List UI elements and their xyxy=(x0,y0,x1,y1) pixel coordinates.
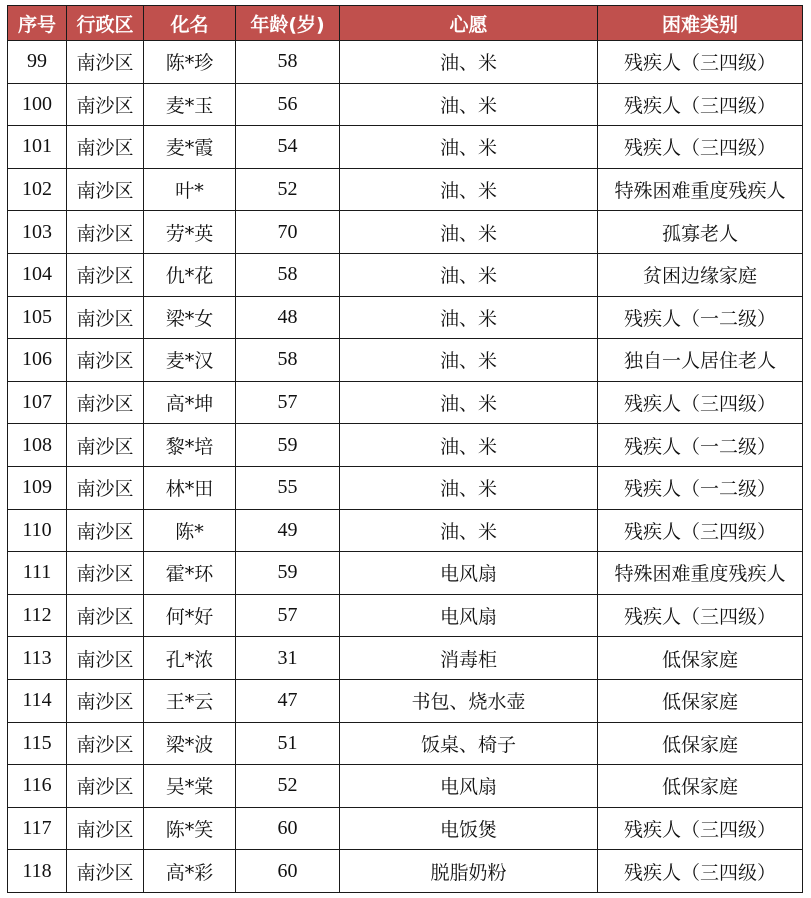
table-row xyxy=(8,850,803,893)
table-row xyxy=(8,594,803,637)
cell-alias: 陈* xyxy=(144,509,236,552)
cell-index: 104 xyxy=(8,253,67,296)
cell-alias: 吴*棠 xyxy=(144,765,236,808)
cell-age: 49 xyxy=(236,509,340,552)
table-row xyxy=(8,381,803,424)
cell-index: 117 xyxy=(8,807,67,850)
cell-alias: 陈*笑 xyxy=(144,807,236,850)
cell-index: 102 xyxy=(8,168,67,211)
table-row xyxy=(8,253,803,296)
cell-index: 108 xyxy=(8,424,67,467)
cell-category: 残疾人（三四级） xyxy=(598,126,803,169)
cell-wish: 油、米 xyxy=(340,211,598,254)
cell-alias: 霍*环 xyxy=(144,552,236,595)
cell-index: 113 xyxy=(8,637,67,680)
cell-wish: 电风扇 xyxy=(340,552,598,595)
cell-category: 残疾人（三四级） xyxy=(598,509,803,552)
cell-category: 低保家庭 xyxy=(598,722,803,765)
cell-category: 低保家庭 xyxy=(598,765,803,808)
table-body xyxy=(8,41,803,893)
cell-district: 南沙区 xyxy=(67,594,144,637)
table-row xyxy=(8,339,803,382)
cell-age: 48 xyxy=(236,296,340,339)
cell-wish: 消毒柜 xyxy=(340,637,598,680)
table-row xyxy=(8,466,803,509)
cell-category: 残疾人（三四级） xyxy=(598,850,803,893)
cell-alias: 陈*珍 xyxy=(144,41,236,84)
cell-district: 南沙区 xyxy=(67,679,144,722)
cell-age: 52 xyxy=(236,168,340,211)
table-row xyxy=(8,637,803,680)
table-row xyxy=(8,41,803,84)
cell-category: 贫困边缘家庭 xyxy=(598,253,803,296)
cell-alias: 梁*波 xyxy=(144,722,236,765)
cell-age: 31 xyxy=(236,637,340,680)
cell-district: 南沙区 xyxy=(67,807,144,850)
cell-index: 100 xyxy=(8,83,67,126)
cell-age: 59 xyxy=(236,424,340,467)
header-category: 困难类别 xyxy=(598,6,803,41)
cell-alias: 麦*玉 xyxy=(144,83,236,126)
table-row xyxy=(8,509,803,552)
cell-wish: 饭桌、椅子 xyxy=(340,722,598,765)
cell-index: 114 xyxy=(8,679,67,722)
cell-index: 105 xyxy=(8,296,67,339)
cell-wish: 电风扇 xyxy=(340,594,598,637)
cell-age: 55 xyxy=(236,466,340,509)
cell-alias: 叶* xyxy=(144,168,236,211)
cell-category: 特殊困难重度残疾人 xyxy=(598,168,803,211)
cell-alias: 黎*培 xyxy=(144,424,236,467)
cell-index: 106 xyxy=(8,339,67,382)
header-district: 行政区 xyxy=(67,6,144,41)
cell-district: 南沙区 xyxy=(67,381,144,424)
cell-index: 111 xyxy=(8,552,67,595)
cell-age: 56 xyxy=(236,83,340,126)
cell-age: 51 xyxy=(236,722,340,765)
cell-alias: 高*坤 xyxy=(144,381,236,424)
cell-wish: 油、米 xyxy=(340,83,598,126)
table-row xyxy=(8,765,803,808)
table-row xyxy=(8,83,803,126)
cell-district: 南沙区 xyxy=(67,850,144,893)
cell-category: 残疾人（三四级） xyxy=(598,41,803,84)
cell-age: 47 xyxy=(236,679,340,722)
cell-age: 59 xyxy=(236,552,340,595)
table-row xyxy=(8,552,803,595)
cell-district: 南沙区 xyxy=(67,339,144,382)
cell-category: 残疾人（三四级） xyxy=(598,594,803,637)
cell-index: 116 xyxy=(8,765,67,808)
cell-age: 70 xyxy=(236,211,340,254)
cell-wish: 电饭煲 xyxy=(340,807,598,850)
cell-district: 南沙区 xyxy=(67,509,144,552)
cell-district: 南沙区 xyxy=(67,83,144,126)
cell-alias: 林*田 xyxy=(144,466,236,509)
cell-age: 60 xyxy=(236,807,340,850)
table-row xyxy=(8,424,803,467)
table-row xyxy=(8,807,803,850)
cell-wish: 油、米 xyxy=(340,339,598,382)
cell-category: 独自一人居住老人 xyxy=(598,339,803,382)
cell-district: 南沙区 xyxy=(67,296,144,339)
cell-district: 南沙区 xyxy=(67,722,144,765)
table-row xyxy=(8,168,803,211)
cell-district: 南沙区 xyxy=(67,253,144,296)
cell-district: 南沙区 xyxy=(67,41,144,84)
cell-category: 残疾人（一二级） xyxy=(598,466,803,509)
table-header xyxy=(8,6,803,41)
cell-index: 118 xyxy=(8,850,67,893)
cell-wish: 油、米 xyxy=(340,296,598,339)
cell-wish: 油、米 xyxy=(340,381,598,424)
table-row xyxy=(8,722,803,765)
cell-alias: 梁*女 xyxy=(144,296,236,339)
cell-index: 107 xyxy=(8,381,67,424)
cell-age: 60 xyxy=(236,850,340,893)
header-age: 年龄(岁) xyxy=(236,6,340,41)
header-row xyxy=(8,6,803,41)
cell-index: 115 xyxy=(8,722,67,765)
cell-category: 特殊困难重度残疾人 xyxy=(598,552,803,595)
cell-wish: 油、米 xyxy=(340,168,598,211)
cell-age: 52 xyxy=(236,765,340,808)
cell-alias: 何*好 xyxy=(144,594,236,637)
cell-index: 110 xyxy=(8,509,67,552)
cell-wish: 油、米 xyxy=(340,466,598,509)
table-row xyxy=(8,211,803,254)
cell-wish: 油、米 xyxy=(340,41,598,84)
cell-category: 残疾人（一二级） xyxy=(598,424,803,467)
cell-index: 99 xyxy=(8,41,67,84)
cell-category: 残疾人（一二级） xyxy=(598,296,803,339)
cell-index: 112 xyxy=(8,594,67,637)
wish-list-table xyxy=(7,5,803,893)
cell-index: 103 xyxy=(8,211,67,254)
cell-age: 57 xyxy=(236,381,340,424)
cell-wish: 电风扇 xyxy=(340,765,598,808)
cell-category: 残疾人（三四级） xyxy=(598,807,803,850)
cell-district: 南沙区 xyxy=(67,466,144,509)
cell-district: 南沙区 xyxy=(67,765,144,808)
cell-alias: 仇*花 xyxy=(144,253,236,296)
cell-category: 低保家庭 xyxy=(598,637,803,680)
cell-category: 低保家庭 xyxy=(598,679,803,722)
cell-age: 57 xyxy=(236,594,340,637)
cell-alias: 王*云 xyxy=(144,679,236,722)
table-row xyxy=(8,296,803,339)
cell-district: 南沙区 xyxy=(67,211,144,254)
cell-wish: 脱脂奶粉 xyxy=(340,850,598,893)
header-wish: 心愿 xyxy=(340,6,598,41)
cell-district: 南沙区 xyxy=(67,424,144,467)
cell-district: 南沙区 xyxy=(67,126,144,169)
cell-district: 南沙区 xyxy=(67,637,144,680)
cell-age: 58 xyxy=(236,41,340,84)
cell-category: 残疾人（三四级） xyxy=(598,381,803,424)
cell-index: 109 xyxy=(8,466,67,509)
cell-category: 孤寡老人 xyxy=(598,211,803,254)
cell-wish: 油、米 xyxy=(340,424,598,467)
cell-index: 101 xyxy=(8,126,67,169)
cell-wish: 油、米 xyxy=(340,509,598,552)
header-alias: 化名 xyxy=(144,6,236,41)
cell-alias: 麦*汉 xyxy=(144,339,236,382)
cell-alias: 麦*霞 xyxy=(144,126,236,169)
table-row xyxy=(8,679,803,722)
cell-age: 54 xyxy=(236,126,340,169)
header-index: 序号 xyxy=(8,6,67,41)
cell-category: 残疾人（三四级） xyxy=(598,83,803,126)
cell-age: 58 xyxy=(236,253,340,296)
cell-alias: 高*彩 xyxy=(144,850,236,893)
cell-wish: 油、米 xyxy=(340,126,598,169)
cell-alias: 劳*英 xyxy=(144,211,236,254)
cell-district: 南沙区 xyxy=(67,168,144,211)
cell-alias: 孔*浓 xyxy=(144,637,236,680)
cell-district: 南沙区 xyxy=(67,552,144,595)
table-row xyxy=(8,126,803,169)
cell-age: 58 xyxy=(236,339,340,382)
cell-wish: 书包、烧水壶 xyxy=(340,679,598,722)
cell-wish: 油、米 xyxy=(340,253,598,296)
